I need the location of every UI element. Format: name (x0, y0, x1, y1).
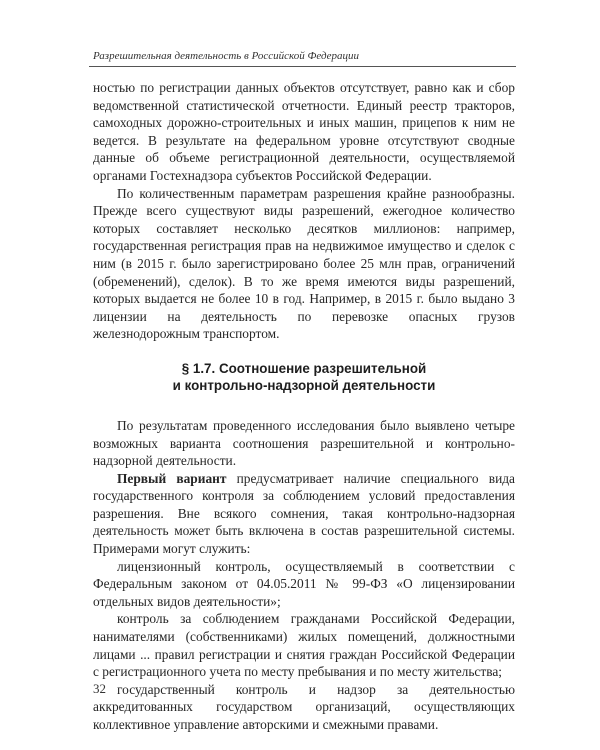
paragraph-quantitative-parameters: По количественным параметрам разрешения крайне разнообразны. Прежде всего существуют виды разрешений, ежегодное количество которых составляет несколько десятков миллионов: например, государственная регистрация прав на недвижимое имущество и сделок с ним (в 2015 г. было зарегистрировано более 25 млн прав, ограничений (обременений), сделок). В то же время имеются виды разрешений, которых выдается не более 10 в год. Например, в 2015 г. было выдано 3 лицензии на деятельность по перевозке опасных грузов железнодорожным транспортом. (93, 185, 515, 342)
running-header-title: Разрешительная деятельность в Российской Федерации (93, 50, 360, 62)
list-item-license-control: лицензионный контроль, осуществляемый в соответствии с Федеральным законом от 04.05.2011 № 99-ФЗ «О лицензировании отдельных видов деятельности»; (93, 558, 515, 609)
header-rule (89, 66, 516, 67)
paragraph-research-results: По результатам проведенного исследования было выявлено четыре возможных варианта соотношения разрешительной и контрольно-надзорной деятельности. (93, 417, 515, 469)
paragraph-first-variant (93, 470, 515, 558)
section-heading-line-1: § 1.7. Соотношение разрешительной (181, 360, 427, 376)
list-item-accredited-organizations: государственный контроль и надзор за деятельностью аккредитованных государством организаций, осуществляющих коллективное управление авторскими и смежными правами. (93, 681, 515, 732)
page-body (93, 79, 515, 734)
section-heading-line-2: и контрольно-надзорной деятельности (172, 377, 436, 393)
page-number: 32 (93, 681, 106, 696)
first-variant-text: предусматривает наличие специального вида государственного контроля за соблюдением условий предоставления разрешения. Вне всякого сомнения, такая контрольно-надзорная деятельность может быть включена в состав разрешительной системы. Примерами могут служить: (93, 470, 516, 557)
list-item-registration-control: контроль за соблюдением гражданами Российской Федерации, нанимателями (собственниками) жилых помещений, должностными лицами ... правил регистрации и снятия граждан Российской Федерации с регистрационного учета по месту пребывания и по месту жительства; (93, 611, 515, 680)
section-heading (93, 360, 515, 394)
paragraph-continued: ностью по регистрации данных объектов отсутствует, равно как и сбор ведомственной статистической отчетности. Единый реестр тракторов, самоходных дорожно-строительных и иных машин, прицепов к ним не ведется. В результате на федеральном уровне отсутствуют сводные данные об объеме регистрационной деятельности, осуществляемой органами Гостехнадзора субъектов Российской Федерации. (93, 80, 515, 183)
first-variant-term: Первый вариант (117, 470, 227, 486)
